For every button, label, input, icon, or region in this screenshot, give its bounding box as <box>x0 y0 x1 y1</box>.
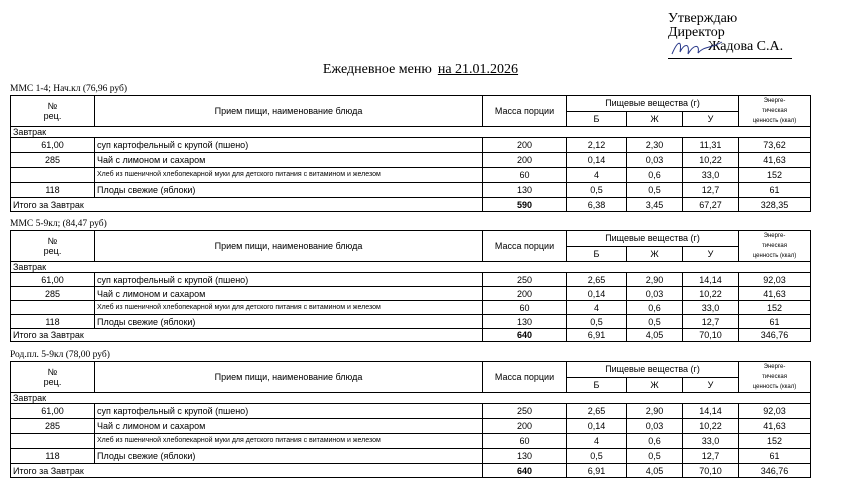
approval-position: Директор <box>668 25 725 40</box>
header-zh: Ж <box>627 377 683 393</box>
table-row: Хлеб из пшеничной хлебопекарной муки для детского питания с витамином и железом 60 4 0,6 33,0 152 <box>11 168 811 183</box>
table-row: 61,00 суп картофельный с крупой (пшено) 250 2,65 2,90 14,14 92,03 <box>11 404 811 419</box>
table-row: 118 Плоды свежие (яблоки) 130 0,5 0,5 12,7 61 <box>11 183 811 198</box>
meal-label: Завтрак <box>11 393 811 404</box>
signature-line <box>668 58 792 59</box>
header-u: У <box>683 377 739 393</box>
table-row: 285 Чай с лимоном и сахаром 200 0,14 0,03 10,22 41,63 <box>11 153 811 168</box>
total-row: Итого за Завтрак 640 6,91 4,05 70,10 346,76 <box>11 329 811 342</box>
header-energy: Энерге- тическая ценность (ккал) <box>739 231 811 262</box>
header-dish: Прием пищи, наименование блюда <box>95 231 483 262</box>
total-row: Итого за Завтрак 640 6,91 4,05 70,10 346,76 <box>11 464 811 478</box>
section-label: ММС 1-4; Нач.кл (76,96 руб) <box>10 84 128 94</box>
title-text: Ежедневное меню <box>322 62 432 77</box>
header-b: Б <box>567 111 627 127</box>
menu-table <box>10 95 811 212</box>
meal-label: Завтрак <box>11 262 811 273</box>
header-u: У <box>683 246 739 262</box>
header-b: Б <box>567 377 627 393</box>
signature-icon <box>668 38 726 58</box>
header-nutrients: Пищевые вещества (г) <box>567 231 739 247</box>
table-row: 61,00 суп картофельный с крупой (пшено) 200 2,12 2,30 11,31 73,62 <box>11 138 811 153</box>
table-row: Хлеб из пшеничной хлебопекарной муки для детского питания с витамином и железом 60 4 0,6 33,0 152 <box>11 301 811 315</box>
header-rec: № рец. <box>11 96 95 127</box>
header-u: У <box>683 111 739 127</box>
header-zh: Ж <box>627 111 683 127</box>
header-zh: Ж <box>627 246 683 262</box>
header-rec: № рец. <box>11 362 95 393</box>
header-mass: Масса порции <box>483 96 567 127</box>
menu-table <box>10 230 811 342</box>
header-b: Б <box>567 246 627 262</box>
header-dish: Прием пищи, наименование блюда <box>95 362 483 393</box>
table-row: 118 Плоды свежие (яблоки) 130 0,5 0,5 12,7 61 <box>11 315 811 329</box>
header-rec: № рец. <box>11 231 95 262</box>
total-row: Итого за Завтрак 590 6,38 3,45 67,27 328,35 <box>11 198 811 212</box>
table-row: 285 Чай с лимоном и сахаром 200 0,14 0,03 10,22 41,63 <box>11 419 811 434</box>
page-title <box>0 62 841 78</box>
table-row: 61,00 суп картофельный с крупой (пшено) 250 2,65 2,90 14,14 92,03 <box>11 273 811 287</box>
table-row: 118 Плоды свежие (яблоки) 130 0,5 0,5 12,7 61 <box>11 449 811 464</box>
table-row: 285 Чай с лимоном и сахаром 200 0,14 0,03 10,22 41,63 <box>11 287 811 301</box>
section-label: Род.пл. 5-9кл (78,00 руб) <box>10 350 110 360</box>
header-nutrients: Пищевые вещества (г) <box>567 96 739 112</box>
header-nutrients: Пищевые вещества (г) <box>567 362 739 378</box>
header-mass: Масса порции <box>483 231 567 262</box>
approval-name: Жадова С.А. <box>708 39 784 54</box>
title-date: на 21.01.2026 <box>437 62 519 77</box>
approval-title: Утверждаю <box>668 11 738 26</box>
header-dish: Прием пищи, наименование блюда <box>95 96 483 127</box>
header-mass: Масса порции <box>483 362 567 393</box>
menu-table <box>10 361 811 478</box>
table-row: Хлеб из пшеничной хлебопекарной муки для детского питания с витамином и железом 60 4 0,6 33,0 152 <box>11 434 811 449</box>
header-energy: Энерге- тическая ценность (ккал) <box>739 96 811 127</box>
header-energy: Энерге- тическая ценность (ккал) <box>739 362 811 393</box>
section-label: ММС 5-9кл; (84,47 руб) <box>10 219 107 229</box>
meal-label: Завтрак <box>11 127 811 138</box>
